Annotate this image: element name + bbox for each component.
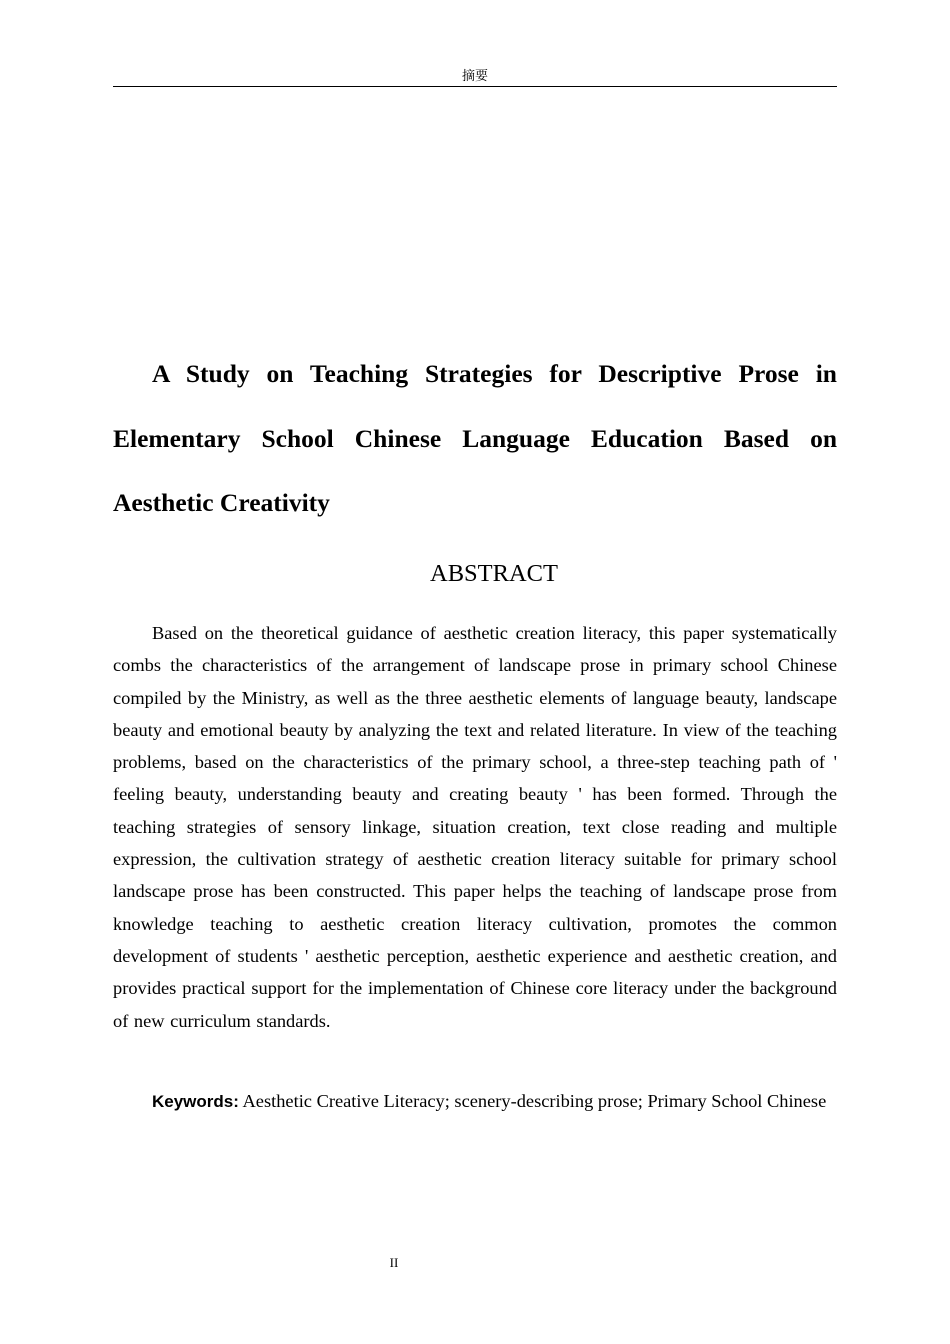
keywords-label: Keywords: bbox=[152, 1092, 239, 1111]
keywords-text: Aesthetic Creative Literacy; scenery-describing prose; Primary School Chinese bbox=[242, 1091, 827, 1111]
running-header-title: 摘要 bbox=[461, 69, 488, 84]
abstract-heading: ABSTRACT bbox=[430, 560, 558, 587]
keywords-paragraph bbox=[113, 1085, 837, 1118]
running-header bbox=[113, 68, 837, 87]
abstract-body: Based on the theoretical guidance of aesthetic creation literacy, this paper systematically combs the characteristics of the arrangement of landscape prose in primary school Chinese compiled by the Ministry, as well as the three aesthetic elements of language beauty, landscape beauty and emotional beauty by analyzing the text and related literature. In view of the teaching problems, based on the characteristics of the primary school, a three-step teaching path of ' feeling beauty, understanding beauty and creating beauty ' has been formed. Through the teaching strategies of sensory linkage, situation creation, text close reading and multiple expression, the cultivation strategy of aesthetic creation literacy suitable for primary school landscape prose has been constructed. This paper helps the teaching of landscape prose from knowledge teaching to aesthetic creation literacy cultivation, promotes the common development of students ' aesthetic perception, aesthetic experience and aesthetic creation, and provides practical support for the implementation of Chinese core literacy under the background of new curriculum standards. bbox=[113, 623, 837, 1031]
page-number: II bbox=[389, 1255, 399, 1270]
paper-title: A Study on Teaching Strategies for Descriptive Prose in Elementary School Chinese Language Education Based on Aesthetic Creativity bbox=[113, 359, 837, 517]
